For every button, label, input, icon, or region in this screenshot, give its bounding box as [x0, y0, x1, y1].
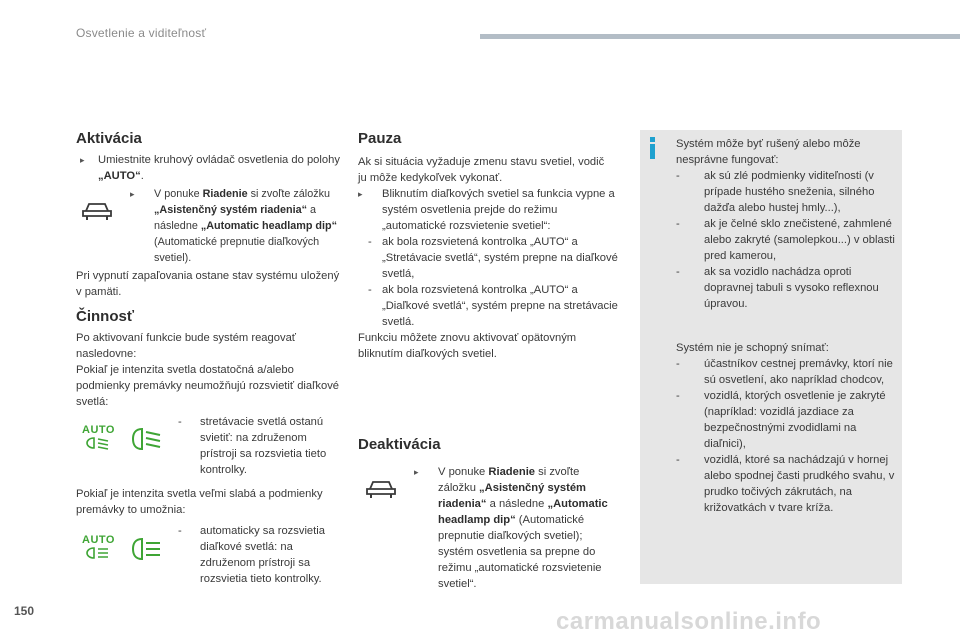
info-list1-item: - ak sa vozidlo nachádza oproti dopravnej tabuli s vysoko reflexnou úpravou. [676, 266, 879, 310]
info-list2-item: - vozidlá, ktorých osvetlenie je zakryté (napríklad: vozidlá jazdiace za bezpečnostnými zvodidlami na diaľnici), [676, 390, 886, 450]
info-icon [648, 137, 658, 161]
info-list2-item: - účastníkov cestnej premávky, ktorí nie sú osvetlení, ako napríklad chodcov, [676, 358, 893, 386]
aktivacia-bullet-bold: „AUTO“ [98, 170, 141, 182]
bullet-icon: ▸ [358, 189, 363, 199]
aktivacia-menu-instruction: ▸ V ponuke Riadenie si zvoľte záložku „Asistenčný systém riadenia“ a následne „Automatic headlamp dip“ (Automatické prepnutie diaľkových svetiel). [130, 188, 338, 264]
cinnost-para2: Pokiaľ je intenzita svetla veľmi slabá a podmienky premávky to umožnia: [76, 488, 323, 516]
bullet-icon: ▸ [80, 155, 85, 165]
cinnost-para1: Pokiaľ je intenzita svetla dostatočná a/alebo podmienky premávky neumožňujú rozsvietiť diaľkové svetlá: [76, 364, 340, 408]
pauza-after: Funkciu môžete znovu aktivovať opätovným bliknutím diaľkových svetiel. [358, 332, 577, 360]
cinnost-item2: - automaticky sa rozsvietia diaľkové svetlá: na združenom prístroji sa rozsvietia tieto kontrolky. [178, 525, 325, 585]
auto-label: AUTO [82, 534, 115, 546]
page-number: 150 [14, 604, 35, 618]
aktivacia-after: Pri vypnutí zapaľovania ostane stav systému uložený v pamäti. [76, 270, 340, 298]
aktivacia-bullet [80, 152, 348, 184]
deaktivacia-heading: Deaktivácia [358, 436, 441, 453]
auto-lamp-indicator-icon [82, 534, 116, 560]
bullet-icon: ▸ [414, 467, 419, 477]
car-menu-icon [364, 476, 398, 500]
aktivacia-heading: Aktivácia [76, 130, 142, 147]
aktivacia-bullet-end: . [140, 170, 144, 182]
bullet-icon: ▸ [130, 189, 135, 199]
aktivacia-bullet-text: Umiestnite kruhový ovládač osvetlenia do polohy [98, 154, 340, 166]
pauza-bullet: ▸ Bliknutím diaľkových svetiel sa funkcia vypne a systém osvetlenia prejde do režimu „automatické rozsvietenie svetiel“: [358, 188, 615, 232]
watermark: carmanualsonline.info [556, 608, 822, 635]
auto-lamp-indicator-icon [82, 424, 116, 450]
info-list2-item: - vozidlá, ktoré sa nachádzajú v hornej alebo spodnej časti prudkého svahu, v prudko točivých zákrutách, na križovatkách v tvare kríža. [676, 454, 895, 514]
pauza-heading: Pauza [358, 130, 402, 147]
high-beam-indicator-icon [130, 536, 164, 562]
car-menu-icon [80, 198, 114, 222]
info-list1-item: - ak sú zlé podmienky viditeľnosti (v prípade hustého sneženia, silného dažďa alebo hustej hmly...), [676, 170, 875, 214]
cinnost-heading: Činnosť [76, 308, 135, 325]
info-list1 [676, 168, 898, 312]
info-list1-item: - ak je čelné sklo znečistené, zahmlené alebo zakryté (samolepkou...) v oblasti pred kamerou, [676, 218, 895, 262]
pauza-dash1: - ak bola rozsvietená kontrolka „AUTO“ a „Stretávacie svetlá“, systém prepne na diaľkové svetlá, [368, 236, 618, 280]
pauza-dash2: - ak bola rozsvietená kontrolka „AUTO“ a „Diaľkové svetlá“, systém prepne na stretávacie svetlá. [368, 284, 618, 328]
info-intro1: Systém môže byť rušený alebo môže nesprávne fungovať: [676, 138, 861, 166]
info-intro2: Systém nie je schopný snímať: [676, 342, 829, 354]
info-list2 [676, 356, 898, 516]
cinnost-intro: Po aktivovaní funkcie bude systém reagovať nasledovne: [76, 332, 296, 360]
low-beam-indicator-icon [130, 426, 164, 452]
cinnost-item1: - stretávacie svetlá ostanú svietiť: na združenom prístroji sa rozsvietia tieto kontrolky. [178, 416, 327, 476]
header-bar [480, 34, 960, 39]
section-title: Osvetlenie a viditeľnosť [76, 26, 207, 40]
pauza-intro: Ak si situácia vyžaduje zmenu stavu svetiel, vodič ju môže kedykoľvek vykonať. [358, 156, 605, 184]
auto-label: AUTO [82, 424, 115, 436]
deaktivacia-menu-instruction: ▸ V ponuke Riadenie si zvoľte záložku „Asistenčný systém riadenia“ a následne „Automatic headlamp dip“ (Automatické prepnutie diaľkových svetiel); systém osvetlenia sa prepne do režimu „automatické rozsvietenie svetiel“. [414, 466, 608, 590]
